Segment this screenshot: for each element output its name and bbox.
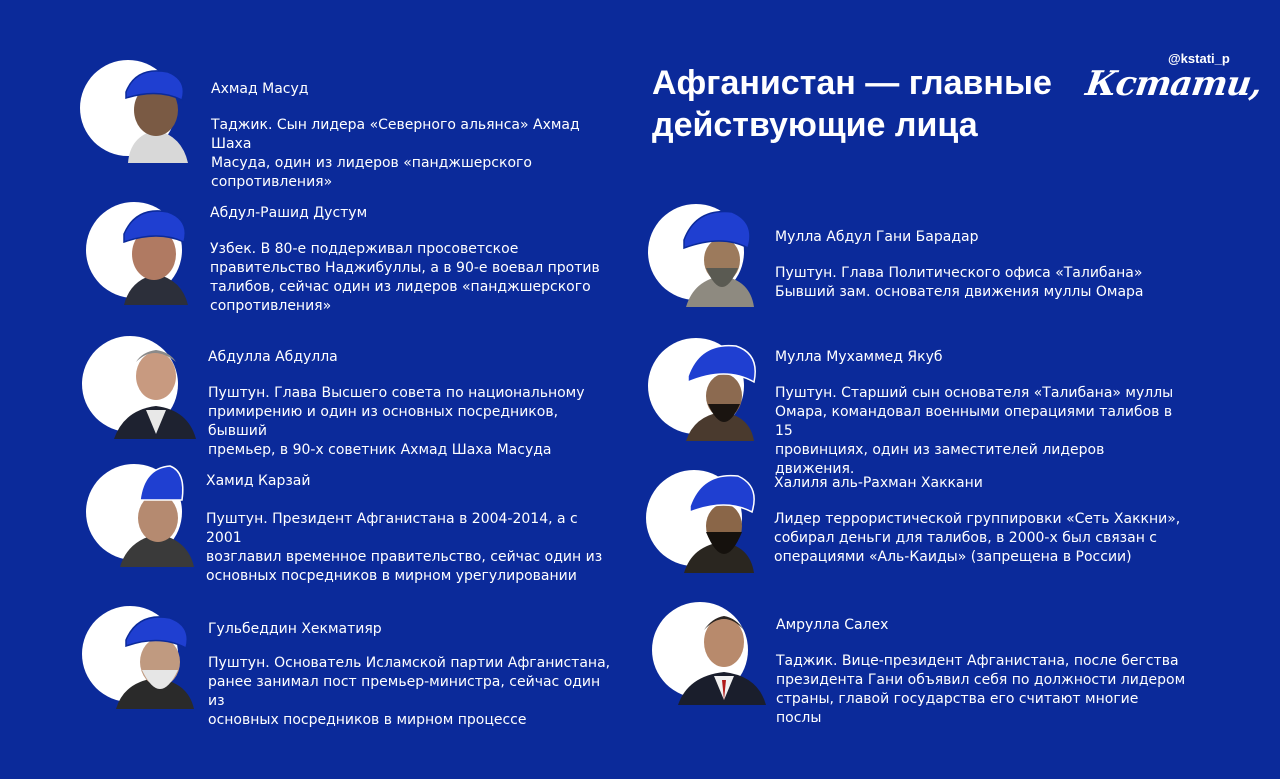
- social-handle: @kstati_p: [1168, 51, 1230, 66]
- person-name: Амрулла Салех: [776, 617, 889, 633]
- brand-logo: Кстати,: [1083, 64, 1264, 104]
- portrait-cap-icon: [84, 462, 204, 572]
- portrait-turban-icon: [78, 58, 198, 168]
- portrait-turban-icon: [84, 200, 204, 310]
- person-description: Пуштун. Президент Афганистана в 2004-2014, а с 2001 возглавил временное правительство, сейчас один из основных посредников в мирном урегулировании: [206, 511, 603, 584]
- person-description: Пуштун. Старший сын основателя «Талибана» муллы Омара, командовал военными операциями талибов в 15 провинциях, один из заместителей лидеров движения.: [775, 385, 1174, 477]
- person-name: Абдул-Рашид Дустум: [210, 205, 368, 221]
- person-name: Мулла Абдул Гани Барадар: [775, 229, 979, 245]
- person-name: Мулла Мухаммед Якуб: [775, 349, 943, 365]
- person-description: Лидер террористической группировки «Сеть Хаккни», собирал деньги для талибов, в 2000-х был связан с операциями «Аль-Каиды» (запрещена в России): [774, 511, 1181, 565]
- portrait-turban-icon: [644, 468, 764, 578]
- portrait-suit-icon: [650, 600, 770, 710]
- person-name: Хамид Карзай: [206, 473, 311, 489]
- portrait-turban-icon: [80, 604, 200, 714]
- person-name: Ахмад Масуд: [211, 81, 309, 97]
- portrait-turban-icon: [646, 202, 766, 312]
- person-name: Халиля аль-Рахман Хаккани: [774, 475, 983, 491]
- person-name: Гульбеддин Хекматияр: [208, 621, 382, 637]
- page-title: Афганистан — главные действующие лица: [652, 64, 1052, 144]
- person-description: Таджик. Вице-президент Афганистана, после бегства президента Гани объявил себя по должности лидером страны, главой государства его считают многие послы: [776, 653, 1186, 726]
- portrait-turban-icon: [646, 336, 766, 446]
- person-description: Пуштун. Глава Высшего совета по национальному примирению и один из основных посредников, бывший премьер, в 90-х советник Ахмад Шаха Масуда: [208, 385, 585, 458]
- person-name: Абдулла Абдулла: [208, 349, 338, 365]
- person-description: Пуштун. Глава Политического офиса «Талибана» Бывший зам. основателя движения муллы Омара: [775, 265, 1144, 300]
- person-description: Таджик. Сын лидера «Северного альянса» Ахмад Шаха Масуда, один из лидеров «панджшерского сопротивления»: [211, 117, 580, 190]
- person-description: Узбек. В 80-е поддерживал просоветское правительство Наджибуллы, а в 90-е воевал против талибов, сейчас один из лидеров «панджшерского сопротивления»: [210, 241, 600, 314]
- person-description: Пуштун. Основатель Исламской партии Афганистана, ранее занимал пост премьер-министра, сейчас один из основных посредников в мирном процессе: [208, 655, 611, 728]
- portrait-suit-icon: [80, 334, 200, 444]
